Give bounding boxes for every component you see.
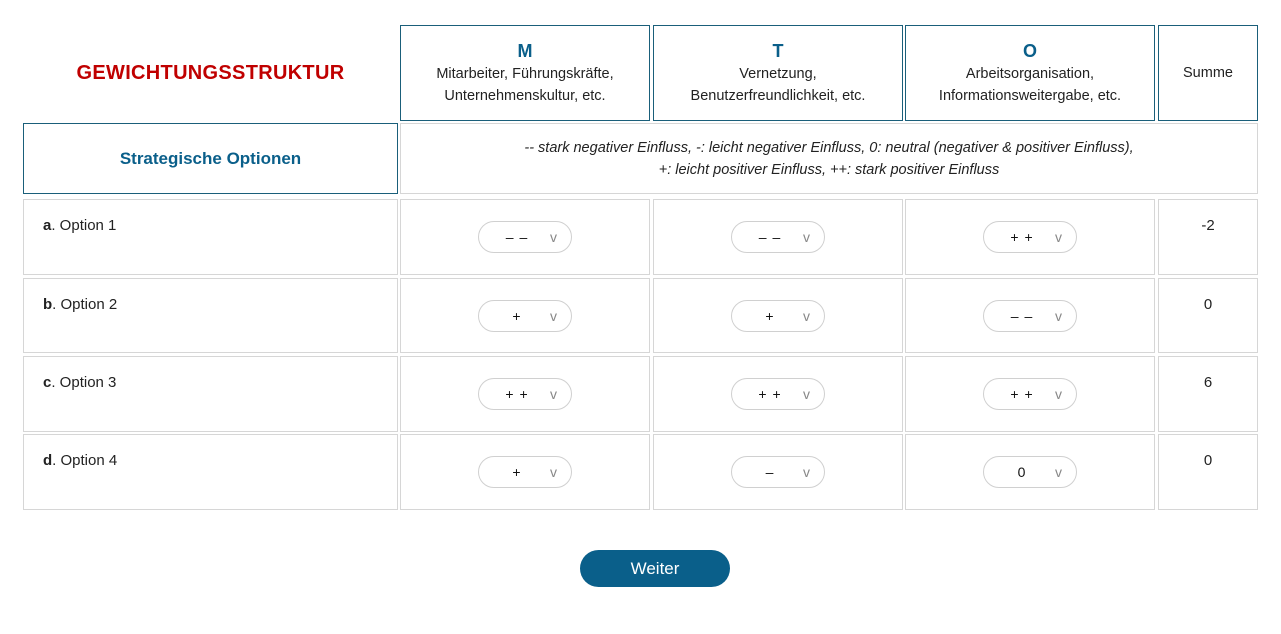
chevron-down-icon: v xyxy=(550,464,557,480)
sum-cell xyxy=(1158,278,1258,353)
chevron-down-icon: v xyxy=(550,386,557,402)
rating-select[interactable] xyxy=(731,378,825,410)
rating-select[interactable] xyxy=(731,221,825,253)
rating-cell-o xyxy=(905,434,1155,510)
column-header-t xyxy=(653,25,903,121)
sum-cell xyxy=(1158,434,1258,510)
column-header-o xyxy=(905,25,1155,121)
chevron-down-icon: v xyxy=(1055,229,1062,245)
next-button[interactable]: Weiter xyxy=(580,550,730,587)
rating-value: + + xyxy=(1010,386,1034,402)
rating-select[interactable] xyxy=(731,300,825,332)
rating-value: + xyxy=(765,307,775,324)
chevron-down-icon: v xyxy=(1055,464,1062,480)
rating-select[interactable] xyxy=(478,456,572,488)
option-key: a xyxy=(43,217,52,234)
column-desc-line2: Benutzerfreundlichkeit, etc. xyxy=(690,88,866,104)
option-name: . Option 1 xyxy=(51,217,117,234)
column-desc-line2: Unternehmenskultur, etc. xyxy=(444,88,606,104)
option-key: b xyxy=(43,296,53,313)
chevron-down-icon: v xyxy=(803,464,810,480)
rating-cell-m xyxy=(400,278,650,353)
column-desc-line1: Mitarbeiter, Führungskräfte, xyxy=(436,66,614,82)
rating-value: – xyxy=(765,464,775,480)
chevron-down-icon: v xyxy=(803,386,810,402)
sum-value: 6 xyxy=(1203,374,1213,391)
rating-select[interactable] xyxy=(983,378,1077,410)
column-letter: O xyxy=(1022,41,1037,61)
option-name: . Option 4 xyxy=(52,452,118,469)
chevron-down-icon: v xyxy=(550,229,557,245)
chevron-down-icon: v xyxy=(803,229,810,245)
rating-value: + xyxy=(512,307,522,324)
option-name: . Option 3 xyxy=(51,374,117,391)
sum-value: 0 xyxy=(1203,452,1213,469)
chevron-down-icon: v xyxy=(803,307,810,324)
column-desc-line1: Vernetzung, xyxy=(739,66,817,82)
option-row-label xyxy=(23,356,398,432)
rating-value: + xyxy=(512,464,522,480)
option-row-label xyxy=(23,434,398,510)
rating-cell-t xyxy=(653,278,903,353)
options-header xyxy=(23,123,398,194)
options-header-label: Strategische Optionen xyxy=(119,148,302,168)
rating-cell-o xyxy=(905,356,1155,432)
rating-select[interactable] xyxy=(478,300,572,332)
rating-value: – – xyxy=(758,229,782,245)
rating-cell-m xyxy=(400,434,650,510)
rating-value: + + xyxy=(758,386,782,402)
legend xyxy=(400,123,1258,194)
rating-cell-m xyxy=(400,356,650,432)
legend-line1: -- stark negativer Einfluss, -: leicht negativer Einfluss, 0: neutral (negativer & positiver Einfluss), xyxy=(524,139,1134,156)
rating-cell-t xyxy=(653,356,903,432)
column-header-sum xyxy=(1158,25,1258,121)
column-letter: T xyxy=(772,41,784,61)
option-key: d xyxy=(43,452,53,469)
option-row-label xyxy=(23,278,398,353)
rating-select[interactable] xyxy=(478,378,572,410)
sum-value: 0 xyxy=(1203,296,1213,313)
sum-value: -2 xyxy=(1201,217,1215,234)
column-desc-line2: Informationsweitergabe, etc. xyxy=(938,88,1122,104)
rating-cell-o xyxy=(905,278,1155,353)
option-name: . Option 2 xyxy=(52,296,118,313)
rating-value: + + xyxy=(1010,229,1034,245)
rating-value: 0 xyxy=(1017,464,1027,480)
sum-header-label: Summe xyxy=(1183,65,1233,81)
rating-value: – – xyxy=(505,229,529,245)
rating-cell-o xyxy=(905,199,1155,275)
rating-value: – – xyxy=(1010,307,1034,324)
sum-cell xyxy=(1158,199,1258,275)
rating-select[interactable] xyxy=(983,300,1077,332)
column-letter: M xyxy=(517,41,533,61)
page-title: GEWICHTUNGSSTRUKTUR xyxy=(76,61,345,84)
rating-select[interactable] xyxy=(983,221,1077,253)
rating-cell-t xyxy=(653,434,903,510)
option-row-label xyxy=(23,199,398,275)
rating-cell-t xyxy=(653,199,903,275)
legend-line2: +: leicht positiver Einfluss, ++: stark positiver Einfluss xyxy=(658,161,1000,178)
column-desc-line1: Arbeitsorganisation, xyxy=(965,66,1095,82)
chevron-down-icon: v xyxy=(1055,386,1062,402)
option-key: c xyxy=(43,374,52,391)
sum-cell xyxy=(1158,356,1258,432)
rating-select[interactable] xyxy=(731,456,825,488)
rating-select[interactable] xyxy=(983,456,1077,488)
column-header-m xyxy=(400,25,650,121)
chevron-down-icon: v xyxy=(550,307,557,324)
rating-cell-m xyxy=(400,199,650,275)
chevron-down-icon: v xyxy=(1055,307,1062,324)
rating-select[interactable] xyxy=(478,221,572,253)
rating-value: + + xyxy=(505,386,529,402)
